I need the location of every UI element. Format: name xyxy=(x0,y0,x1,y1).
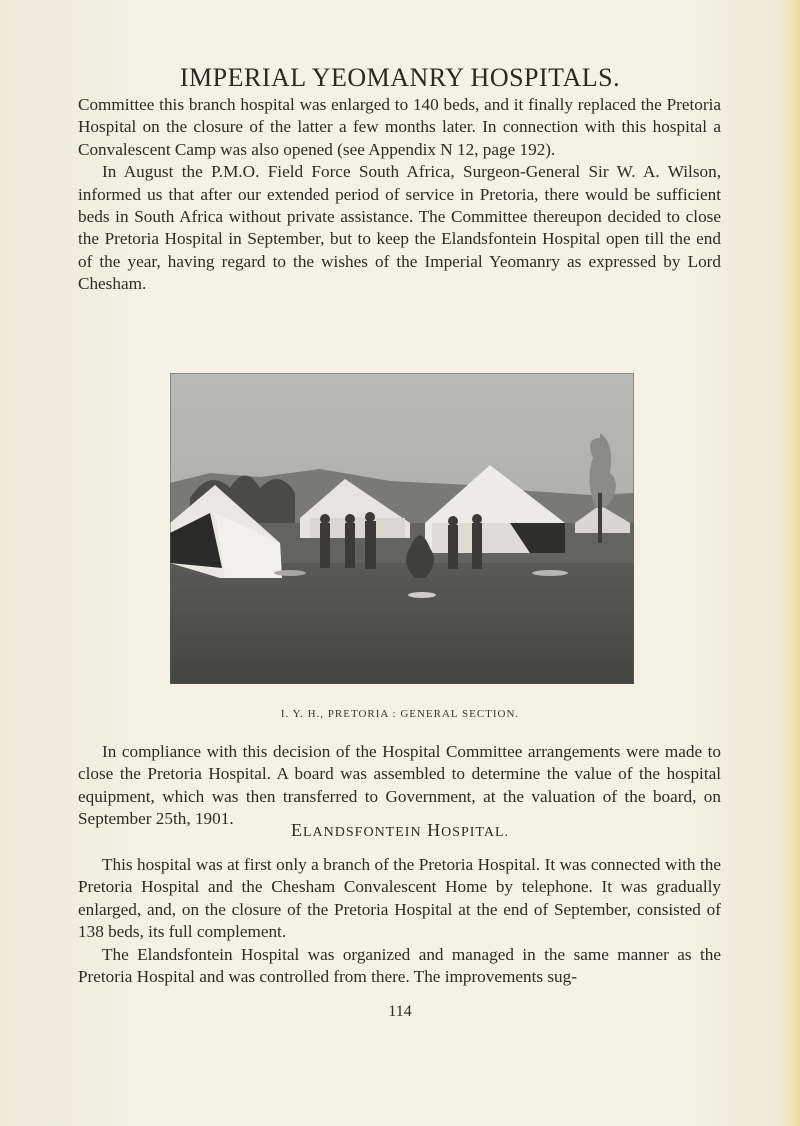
photo-image xyxy=(170,373,634,684)
text-block-bottom xyxy=(78,854,721,988)
running-head: IMPERIAL YEOMANRY HOSPITALS. xyxy=(179,63,621,92)
paragraph: This hospital was at first only a branch of the Pretoria Hospital. It was connected with the Pretoria Hospital and the Chesham Convalescent Home by telephone. It was gradually enlarged, and, on the closure of the Pretoria Hospital at the end of September, consisted of 138 beds, its full complement. xyxy=(78,855,721,942)
heading-rest: OSPITAL. xyxy=(441,825,509,840)
paragraph: In August the P.M.O. Field Force South Africa, Surgeon-General Sir W. A. Wilson, informed us that after our extended period of service in Pretoria, there would be sufficient beds in South Africa without private assistance. The Committee thereupon decided to close the Pretoria Hospital in September, but to keep the Elandsfontein Hospital open till the end of the year, having regard to the wishes of the Imperial Yeomanry as expressed by Lord Chesham. xyxy=(78,162,721,294)
section-heading xyxy=(0,820,800,841)
paragraph: In compliance with this decision of the Hospital Committee arrangements were made to close the Pretoria Hospital. A board was assembled to determine the value of the hospital equipment, which was then transferred to Government, at the valuation of the board, on September 25th, 1901. xyxy=(78,742,721,829)
photo-caption: I. Y. H., PRETORIA : GENERAL SECTION. xyxy=(280,708,520,720)
text-block-top xyxy=(78,94,721,296)
page-edge xyxy=(778,0,800,1126)
hospital-camp-photograph xyxy=(170,373,634,684)
heading-rest: LANDSFONTEIN xyxy=(303,825,422,840)
text-block-middle xyxy=(78,741,721,831)
page-number: 114 xyxy=(388,1003,412,1020)
paragraph: The Elandsfontein Hospital was organized and managed in the same manner as the Pretoria Hospital and was controlled from there. The improvements sug- xyxy=(78,944,721,987)
heading-initial: E xyxy=(291,820,303,840)
paragraph: Committee this branch hospital was enlarged to 140 beds, and it finally replaced the Pretoria Hospital on the closure of the latter a few months later. In connection with this hospital a Convalescent Camp was also opened (see Appendix N 12, page 192). xyxy=(78,95,721,159)
heading-initial: H xyxy=(427,820,442,840)
